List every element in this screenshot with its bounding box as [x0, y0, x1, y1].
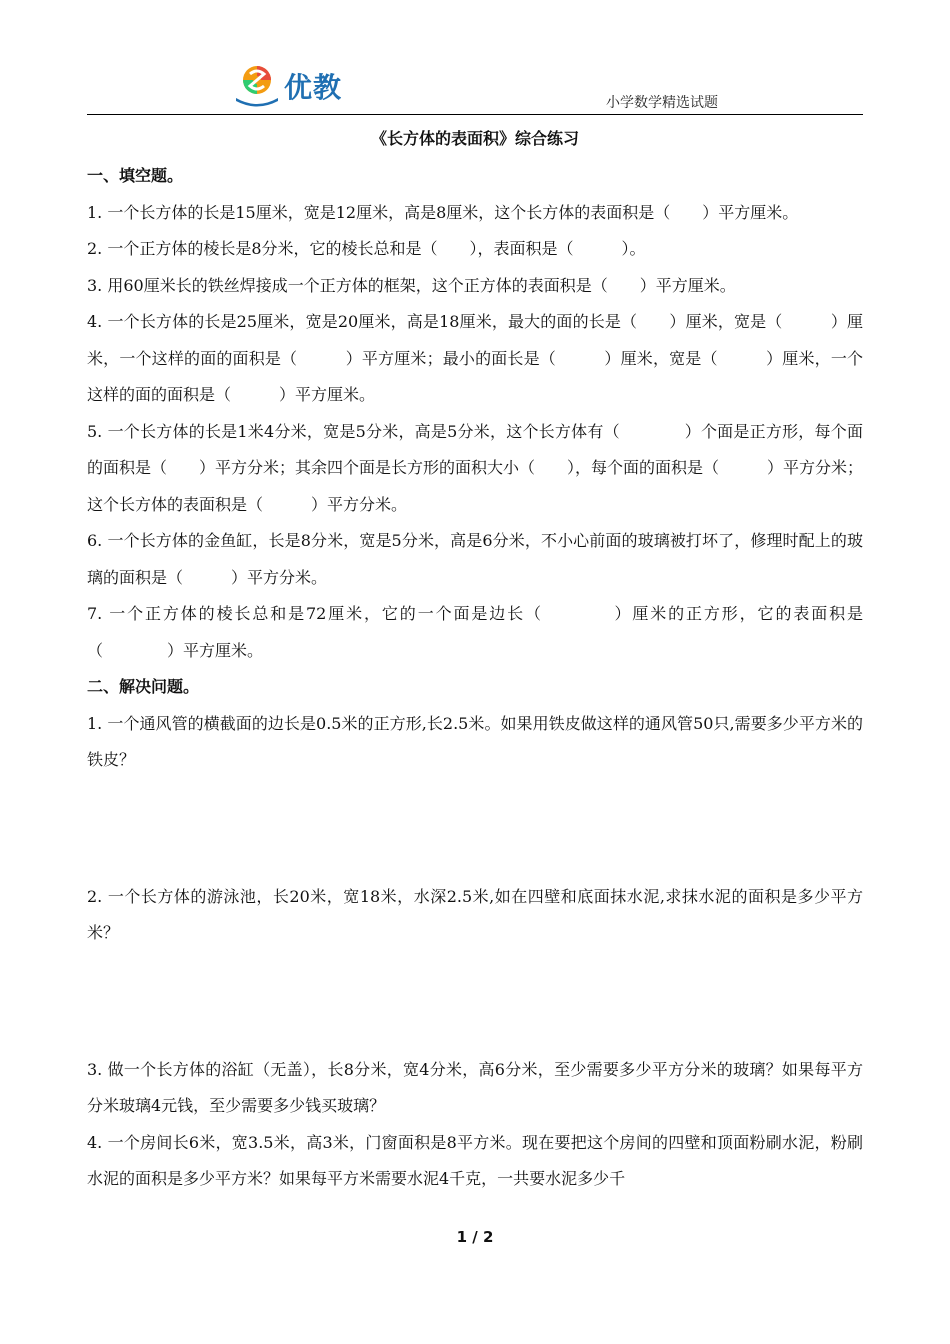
question-fill-7: 7. 一个正方体的棱长总和是72厘米，它的一个面是边长（ ）厘米的正方形，它的表面积是（ ）平方厘米。 — [87, 604, 863, 660]
answer-space — [87, 952, 863, 1052]
question-fill-6: 6. 一个长方体的金鱼缸，长是8分米，宽是5分米，高是6分米，不小心前面的玻璃被打坏了，修理时配上的玻璃的面积是（ ）平方分米。 — [87, 531, 863, 587]
header-subtitle: 小学数学精选试题 — [606, 95, 718, 111]
question-problem-1: 1. 一个通风管的横截面的边长是0.5米的正方形,长2.5米。如果用铁皮做这样的通风管50只,需要多少平方米的铁皮？ — [87, 713, 863, 769]
page-number: 1 / 2 — [456, 1228, 494, 1246]
logo-icon — [232, 60, 282, 108]
logo-text: 优教 — [284, 71, 343, 104]
section-heading-fill-blank: 一、填空题。 — [87, 166, 184, 185]
page-header — [87, 60, 863, 114]
question-fill-3: 3. 用60厘米长的铁丝焊接成一个正方体的框架，这个正方体的表面积是（ ）平方厘米。 — [87, 275, 736, 295]
answer-space — [87, 779, 863, 879]
document-body — [87, 158, 863, 1198]
question-problem-2: 2. 一个长方体的游泳池，长20米，宽18米，水深2.5米,如在四壁和底面抹水泥,求抹水泥的面积是多少平方米？ — [87, 886, 863, 942]
section-heading-problems: 二、解决问题。 — [87, 677, 200, 696]
question-fill-1: 1. 一个长方体的长是15厘米，宽是12厘米，高是8厘米，这个长方体的表面积是（ ）平方厘米。 — [87, 202, 799, 222]
question-fill-4: 4. 一个长方体的长是25厘米，宽是20厘米，高是18厘米，最大的面的长是（ ）厘米，宽是（ ）厘米，一个这样的面的面积是（ ）平方厘米；最小的面长是（ ）厘米，宽是（ ）厘米，一个这样的面的面积是（ ）平方厘米。 — [87, 312, 863, 404]
question-problem-4: 4. 一个房间长6米，宽3.5米，高3米，门窗面积是8平方米。现在要把这个房间的四壁和顶面粉刷水泥，粉刷水泥的面积是多少平方米？如果每平方米需要水泥4千克，一共要水泥多少千 — [87, 1132, 863, 1188]
logo — [232, 60, 362, 108]
question-fill-5: 5. 一个长方体的长是1米4分米，宽是5分米，高是5分米，这个长方体有（ ）个面是正方形，每个面的面积是（ ）平方分米；其余四个面是长方形的面积大小（ ），每个面的面积是（ ）平方分米；这个长方体的表面积是（ ）平方分米。 — [87, 421, 864, 514]
question-problem-3: 3. 做一个长方体的浴缸（无盖），长8分米，宽4分米，高6分米，至少需要多少平方分米的玻璃？如果每平方分米玻璃4元钱，至少需要多少钱买玻璃？ — [87, 1059, 863, 1115]
header-divider — [87, 114, 863, 115]
document-title: 《长方体的表面积》综合练习 — [370, 129, 579, 148]
question-fill-2: 2. 一个正方体的棱长是8分米，它的棱长总和是（ ），表面积是（ ）。 — [87, 239, 646, 258]
